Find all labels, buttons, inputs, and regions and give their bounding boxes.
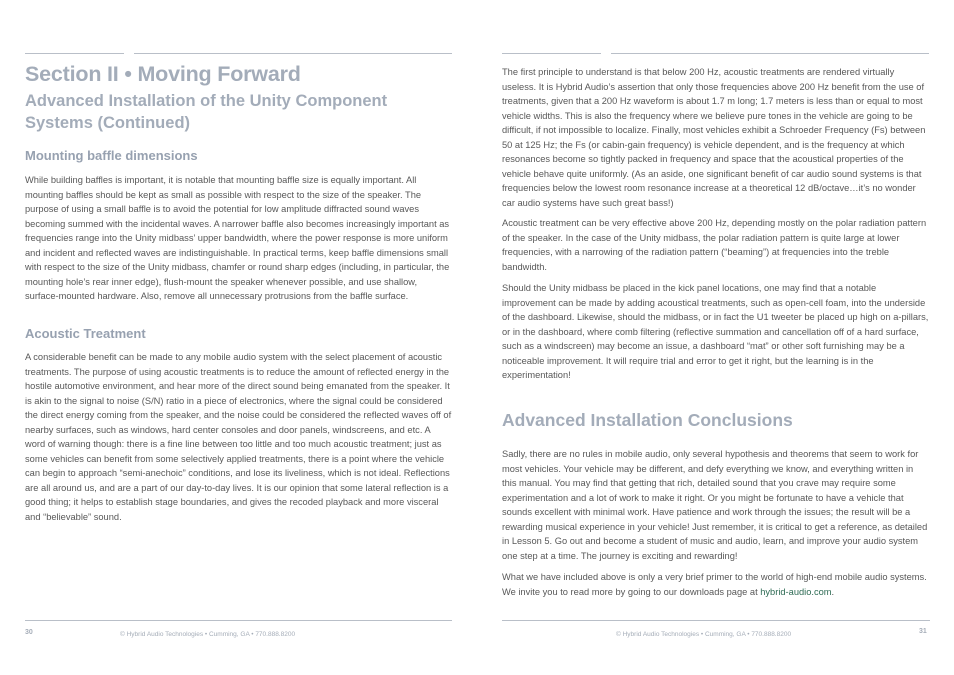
top-rule-left-long bbox=[134, 53, 452, 54]
page-number-right: 31 bbox=[919, 628, 927, 635]
mounting-heading: Mounting baffle dimensions bbox=[25, 148, 198, 163]
section-title: Section II • Moving Forward bbox=[25, 62, 301, 86]
placement-paragraph: Should the Unity midbass be placed in the kick panel locations, one may find that a notable improvement can be made by adding acoustical treatments, such as open-cell foam, into the underside of the dashboard. Likewise, should the midbass, or in fact the U1 tweeter be placed up high on a-pillars, or in the dashboard, where comb filtering (reflective summation and cancellation off of a hard surface, such as a windscreen) may become an issue, a dashboard “mat” or other soft furnishing may be a noticeable improvement. It will require trial and error to get it right, but the learning is in the experimentation! bbox=[502, 283, 929, 380]
mounting-body: While building baffles is important, it is notable that mounting baffle size is equally important. All mounting baffles should be kept as small as possible with respect to the size of the speaker. The purpose of using a small baffle is to avoid the potential for low amplitude diffracted sound waves becoming summed with the incidental waves. A narrower baffle also becomes increasingly important as frequencies range into the Unity midbass’ upper bandwidth, where the power response is more uniform and incident and reflected waves are indistinguishable. In practical terms, keep baffle dimensions small with respect to the size of the Unity midbass, chamfer or round sharp edges (including, in particular, the mounting hole’s rear inner edge), flush-mount the speaker whenever possible, and use shallow, surface-mounted hardware. Also, remove all unnecessary protrusions from the baffle surface. bbox=[25, 175, 450, 301]
footer-right: © Hybrid Audio Technologies • Cumming, GA • 770.888.8200 bbox=[616, 631, 792, 638]
page-number-left: 30 bbox=[25, 629, 33, 636]
top-rule-right-short bbox=[502, 53, 601, 54]
primer-paragraph bbox=[502, 570, 930, 599]
top-rule-left-short bbox=[25, 53, 124, 54]
conclusions-paragraph: Sadly, there are no rules in mobile audio, only several hypothesis and theorems that seem to work for most vehicles. Your vehicle may be different, and defy everything we know, and everything written in this manual. You may find that getting that rich, detailed sound that you crave may require some experimentation and a lot of work to make it right. Or you might be fortunate to have a vehicle that sounds excellent with minimal work. Have patience and work through the issues; the result will be a rewarding musical experience in your vehicle! Just remember, it is critical to get a reference, as detailed in Lesson 5. Go out and become a student of music and audio, learn, and improve your audio system one step at a time. The journey is exciting and rewarding! bbox=[502, 449, 928, 561]
top-rule-right-long bbox=[611, 53, 929, 54]
acoustic-body: A considerable benefit can be made to any mobile audio system with the select placement of acoustic treatments. The purpose of using acoustic treatments is to reduce the amount of reflected energy in the hostile automotive environment, and hear more of the direct sound being emanated from the speaker. It is akin to the signal to noise (S/N) ratio in a piece of electronics, where the signal could be considered the direct energy coming from the speaker, and the noise could be considered the reflected waves off of nearby surfaces, such as windows, hard center consoles and door panels, windscreens, and etc. A word of warning though: there is a fine line between too little and too much acoustic treatment; just as some vehicles can benefit from some selectively applied treatments, there is a point where the vehicle can begin to approach “semi-anechoic” conditions, and lose its liveliness, which is not ideal. Reflections are all around us, and are a part of our day-to-day lives. It is our opinion that some lateral reflection is a good thing; it helps to establish stage boundaries, and gives the recoded playback and more visceral and “believable” sound. bbox=[25, 352, 452, 522]
bottom-rule-right bbox=[502, 620, 930, 621]
acoustic-heading: Acoustic Treatment bbox=[25, 326, 146, 341]
footer-left: © Hybrid Audio Technologies • Cumming, GA • 770.888.8200 bbox=[120, 631, 296, 638]
effectiveness-paragraph: Acoustic treatment can be very effective above 200 Hz, depending mostly on the polar radiation pattern of the speaker. In the case of the Unity midbass, the polar radiation pattern is quite large at lower frequencies, with a narrowing of the radiation pattern (“beaming”) at frequencies into the treble bandwidth. bbox=[502, 218, 927, 272]
bottom-rule-left bbox=[25, 620, 452, 621]
section-subtitle: Advanced Installation of the Unity Component Systems (Continued) bbox=[25, 92, 388, 132]
primer-text: What we have included above is only a very brief primer to the world of high-end mobile audio systems. We invite you to read more by going to our downloads page at bbox=[502, 572, 927, 597]
principle-paragraph: The first principle to understand is that below 200 Hz, acoustic treatments are rendered virtually useless. It is Hybrid Audio’s assertion that only those frequencies above 200 Hz benefit from the use of treatments, given that a 200 Hz waveform is about 1.7 m long; 1.7 meters is less than or equal to most vehicle widths. This is also the frequency where we believe pure tones in the vehicle are going to be difficult, if not impossible to localize. Finally, most vehicles exhibit a Schroeder Frequency (Fs) between 50 at 125 Hz; the Fs (or cabin-gain frequency) is vehicle dependent, and is the frequency at which resonances become so tightly packed in frequency and space that the acoustical properties of the vehicle behave quite uniformly. (As an aside, one significant benefit of car audio sound systems is that frequencies below the lowest room resonance increase at a theoretical 12 dB/octave…it’s no wonder car audio systems have such great bass!) bbox=[502, 67, 926, 208]
downloads-link[interactable]: hybrid-audio.com bbox=[760, 586, 832, 597]
primer-end: . bbox=[831, 586, 835, 597]
conclusions-heading: Advanced Installation Conclusions bbox=[502, 410, 793, 430]
